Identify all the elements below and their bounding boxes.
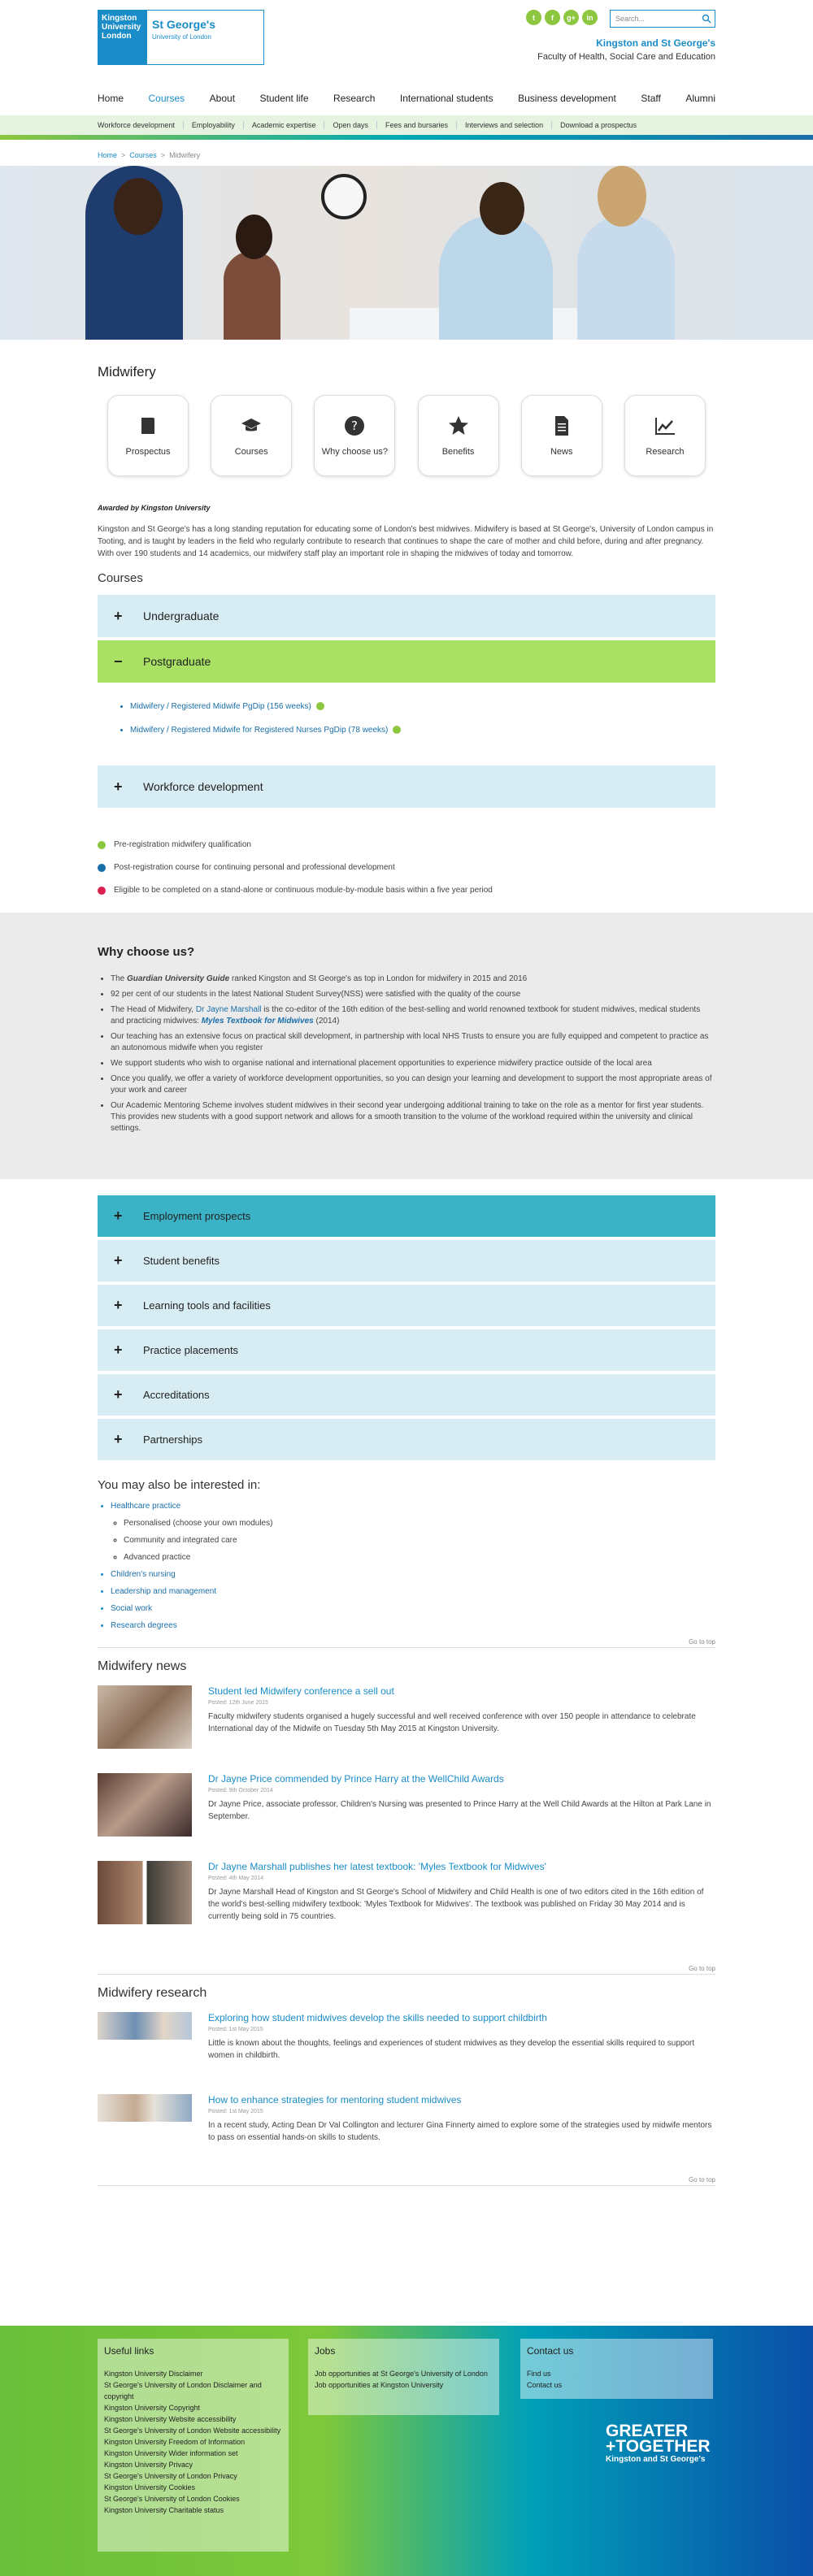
footer-link[interactable]: Kingston University Cookies <box>104 2483 196 2491</box>
pre-reg-dot <box>316 702 324 710</box>
myles-textbook-link[interactable]: Myles Textbook for Midwives <box>201 1017 314 1026</box>
tile-benefits[interactable]: Benefits <box>418 395 499 476</box>
greater-together-logo: GREATER +TOGETHER Kingston and St George's <box>606 2422 711 2464</box>
news-item <box>98 1685 715 1749</box>
list-item[interactable]: • Social work <box>111 1604 715 1613</box>
legend-item: Eligible to be completed on a stand-alone or continuous module-by-module basis within a five year period <box>98 886 715 895</box>
subnav-expertise[interactable]: Academic expertise <box>244 121 325 129</box>
footer-contact: Contact us Find us Contact us <box>520 2339 713 2399</box>
page-title: Midwifery <box>98 364 156 379</box>
accordion-accreditations[interactable]: + Accreditations <box>98 1374 715 1416</box>
accordion-placements[interactable]: + Practice placements <box>98 1329 715 1371</box>
news-thumbnail[interactable] <box>98 1773 192 1837</box>
footer-link[interactable]: St George's University of London Disclaimer and copyright <box>104 2381 262 2400</box>
legend-item: Post-registration course for continuing personal and professional development <box>98 863 715 872</box>
hero-figure <box>236 215 272 259</box>
jayne-marshall-link[interactable]: Dr Jayne Marshall <box>195 1005 262 1014</box>
news-thumbnail[interactable] <box>98 1685 192 1749</box>
why-item: • Once you qualify, we offer a variety of workforce development opportunities, so you can design your learning and development to support the most appropriate areas of your work and career <box>111 1073 715 1096</box>
news-date: Posted: 12th June 2015 <box>208 1700 268 1706</box>
why-item: • The Guardian University Guide ranked Kingston and St George's as top in London for midwifery in 2015 and 2016 <box>111 974 715 985</box>
star-icon <box>447 414 470 437</box>
legend-item: Pre-registration midwifery qualification <box>98 840 715 849</box>
footer-link[interactable]: Kingston University Freedom of Information <box>104 2438 246 2446</box>
research-heading: Midwifery research <box>98 1986 207 2000</box>
footer-link[interactable]: Kingston University Copyright <box>104 2404 201 2412</box>
logo-kingston: Kingston University London <box>98 11 147 64</box>
list-item[interactable]: • Research degrees <box>111 1621 715 1630</box>
hero-figure <box>480 182 524 235</box>
interested-list <box>98 1502 715 1630</box>
footer-link[interactable]: Kingston University Website accessibility <box>104 2415 237 2423</box>
research-thumbnail[interactable] <box>98 2094 192 2122</box>
sub-nav-bar <box>0 115 813 135</box>
footer-link[interactable]: Kingston University Disclaimer <box>104 2370 203 2378</box>
news-date: Posted: 4th May 2014 <box>208 1876 264 1881</box>
document-icon <box>550 414 573 437</box>
research-date: Posted: 1st May 2015 <box>208 2027 263 2032</box>
twitter-icon[interactable]: t <box>526 10 541 25</box>
tile-why-choose-us[interactable]: ? Why choose us? <box>314 395 395 476</box>
list-item[interactable]: • Midwifery / Registered Midwife for Registered Nurses PgDip (78 weeks) <box>130 726 715 735</box>
breadcrumb: Home > Courses > Midwifery <box>98 151 201 159</box>
nav-about[interactable]: About <box>209 93 236 104</box>
research-title-link[interactable]: Exploring how student midwives develop the skills needed to support childbirth <box>208 2012 547 2023</box>
research-item <box>98 2012 715 2062</box>
plus-icon: + <box>114 1431 123 1447</box>
why-item: • Our teaching has an extensive focus on practical skill development, in partnership with local NHS Trusts to ensure you are fully equipped and competent to practice as an autonomous midwife when you register <box>111 1031 715 1054</box>
accordion-workforce[interactable]: + Workforce development <box>98 765 715 808</box>
plus-icon: + <box>114 1386 123 1403</box>
news-text: Dr Jayne Price, associate professor, Children's Nursing was presented to Prince Harry at the Well Child Awards at the Hilton at Park Lane in September. <box>208 1800 711 1821</box>
list-item[interactable]: • Children's nursing <box>111 1570 715 1579</box>
subnav-employability[interactable]: Employability <box>184 121 244 129</box>
go-to-top-link[interactable]: Go to top <box>98 2176 715 2186</box>
plus-icon: + <box>114 1208 123 1224</box>
why-item: • We support students who wish to organise national and international placement opportunities to experience midwifery practice outside of the local area <box>111 1058 715 1069</box>
research-date: Posted: 1st May 2015 <box>208 2109 263 2114</box>
nav-courses[interactable]: Courses <box>148 93 185 104</box>
breadcrumb-current: Midwifery <box>169 151 201 159</box>
news-date: Posted: 9th October 2014 <box>208 1788 273 1793</box>
plus-icon: + <box>114 1297 123 1313</box>
blue-dot <box>98 864 106 872</box>
facebook-icon[interactable]: f <box>545 10 560 25</box>
why-item: • Our Academic Mentoring Scheme involves student midwives in their second year undergoing additional training to take on the role as a mentor for first year students. This provides new students with a good support network and allows for a smooth transition to the volume of the workload required within the university and clinical settings. <box>111 1100 715 1134</box>
tile-courses[interactable]: Courses <box>211 395 292 476</box>
red-dot <box>98 887 106 895</box>
line-chart-icon <box>654 414 676 437</box>
linkedin-icon[interactable]: in <box>582 10 598 25</box>
footer-link[interactable]: Kingston University Wider information set <box>104 2449 238 2457</box>
plus-icon: + <box>114 607 123 624</box>
header-title: Kingston and St George's <box>596 37 715 49</box>
footer-useful-links: Useful links Kingston University Disclaimer St George's University of London Disclaimer and copyright Kingston University Copyright Kingston University Website accessibility St George's University of London Website accessibility Kingston University Freedom of Information Kingston University Wider information set Kingston University Privacy St George's University of London Privacy Kingston University Cookies St George's University of London Cookies Kingston University Charitable status <box>98 2339 289 2552</box>
subnav-interviews[interactable]: Interviews and selection <box>457 121 552 129</box>
research-title-link[interactable]: How to enhance strategies for mentoring student midwives <box>208 2094 462 2105</box>
why-item: • 92 per cent of our students in the latest National Student Survey(NSS) were satisfied with the quality of the course <box>111 989 715 1000</box>
list-item[interactable]: • Leadership and management <box>111 1587 715 1596</box>
main-content <box>98 364 715 895</box>
news-title-link[interactable]: Dr Jayne Marshall publishes her latest textbook: 'Myles Textbook for Midwives' <box>208 1861 546 1872</box>
go-to-top-link[interactable]: Go to top <box>98 1638 715 1648</box>
news-text: Faculty midwifery students organised a hugely successful and well received conference with over 150 people in attendance to celebrate International day of the Midwife on Tuesday 5th May 2015 at Kingston University. <box>208 1712 696 1733</box>
go-to-top-link[interactable]: Go to top <box>98 1965 715 1975</box>
subnav-open-days[interactable]: Open days <box>324 121 377 129</box>
footer-link[interactable]: Contact us <box>527 2381 563 2389</box>
tile-news[interactable]: News <box>521 395 602 476</box>
why-heading: Why choose us? <box>98 945 195 959</box>
research-text: In a recent study, Acting Dean Dr Val Collington and lecturer Gina Finnerty aimed to explore some of the strategies used by midwife mentors to pass on essential hands-on skills to students. <box>208 2121 712 2142</box>
breadcrumb-home[interactable]: Home <box>98 151 118 159</box>
social-links <box>526 10 598 25</box>
main-nav <box>98 81 715 115</box>
breadcrumb-courses[interactable]: Courses <box>129 151 157 159</box>
footer-jobs: Jobs Job opportunities at St George's University of London Job opportunities at Kingston University <box>308 2339 499 2415</box>
research-thumbnail[interactable] <box>98 2012 192 2040</box>
footer-link[interactable]: St George's University of London Website accessibility <box>104 2426 281 2435</box>
nav-business[interactable]: Business development <box>518 93 616 104</box>
hero-figure <box>224 251 280 340</box>
question-icon <box>343 414 366 437</box>
nav-research[interactable]: Research <box>333 93 376 104</box>
news-title-link[interactable]: Dr Jayne Price commended by Prince Harry at the WellChild Awards <box>208 1773 504 1785</box>
nav-home[interactable]: Home <box>98 93 124 104</box>
accordion-undergraduate[interactable]: + Undergraduate <box>98 595 715 637</box>
tile-research[interactable]: Research <box>624 395 706 476</box>
footer-link[interactable]: St George's University of London Cookies <box>104 2495 240 2503</box>
logo-st-georges: St George's University of London <box>152 18 216 41</box>
svg-text:?: ? <box>351 418 359 433</box>
research-text: Little is known about the thoughts, feelings and experiences of student midwives as they develop the essential skills required to support women in childbirth. <box>208 2039 695 2060</box>
footer-link[interactable]: Job opportunities at St George's University of London <box>315 2370 488 2378</box>
hero-figure <box>598 166 646 227</box>
header-subtitle: Faculty of Health, Social Care and Education <box>537 52 715 62</box>
plus-icon: + <box>114 1252 123 1268</box>
plus-icon: + <box>114 1342 123 1358</box>
search-input[interactable]: Search... <box>610 10 715 28</box>
book-icon <box>137 414 159 437</box>
list-item[interactable]: • Midwifery / Registered Midwife PgDip (156 weeks) <box>130 702 715 711</box>
site-footer <box>0 2326 813 2576</box>
hero-figure <box>114 178 163 235</box>
accordion-learning-tools[interactable]: + Learning tools and facilities <box>98 1285 715 1326</box>
news-heading: Midwifery news <box>98 1659 187 1673</box>
graduation-cap-icon <box>240 414 263 437</box>
news-thumbnail[interactable] <box>98 1861 192 1924</box>
accordion-postgraduate[interactable]: − Postgraduate <box>98 640 715 683</box>
green-dot <box>98 841 106 849</box>
courses-heading: Courses <box>98 571 143 585</box>
accordion-partnerships[interactable]: + Partnerships <box>98 1419 715 1460</box>
minus-icon: − <box>114 653 123 670</box>
list-item: ◦ Advanced practice <box>124 1553 715 1562</box>
sub-nav <box>98 115 715 135</box>
accordion-employment[interactable]: + Employment prospects <box>98 1195 715 1237</box>
why-item: • The Head of Midwifery, Dr Jayne Marshall is the co-editor of the 16th edition of the best-selling and world renowned textbook for student midwives, medical students and practicing midwives: Myles Textbook for Midwives (2014) <box>111 1004 715 1027</box>
accordion-benefits[interactable]: + Student benefits <box>98 1240 715 1281</box>
list-item: ◦ Community and integrated care <box>124 1536 715 1545</box>
news-title-link[interactable]: Student led Midwifery conference a sell out <box>208 1685 394 1697</box>
hero-figure <box>577 215 675 340</box>
interested-heading: You may also be interested in: <box>98 1478 261 1492</box>
site-logo[interactable] <box>98 10 264 65</box>
search-icon[interactable] <box>702 14 711 24</box>
plus-icon: + <box>114 778 123 795</box>
list-item: ◦ Personalised (choose your own modules) <box>124 1519 715 1528</box>
subnav-fees[interactable]: Fees and bursaries <box>377 121 457 129</box>
google-plus-icon[interactable]: g+ <box>563 10 579 25</box>
footer-link[interactable]: Find us <box>527 2370 551 2378</box>
info-accordions <box>98 1195 715 2186</box>
tile-prospectus[interactable]: Prospectus <box>107 395 189 476</box>
research-item <box>98 2094 715 2144</box>
nav-student-life[interactable]: Student life <box>259 93 309 104</box>
footer-link[interactable]: Kingston University Charitable status <box>104 2506 224 2514</box>
news-item <box>98 1861 715 1924</box>
nav-staff[interactable]: Staff <box>641 93 661 104</box>
hero-image <box>0 166 813 340</box>
quick-links <box>98 395 715 476</box>
nav-alumni[interactable]: Alumni <box>685 93 715 104</box>
subnav-prospectus[interactable]: Download a prospectus <box>560 121 637 129</box>
subnav-workforce[interactable]: Workforce development <box>98 121 184 129</box>
news-item <box>98 1773 715 1837</box>
list-item[interactable]: • Healthcare practice ◦ Personalised (choose your own modules) ◦ Community and integrated care ◦ Advanced practice <box>111 1502 715 1562</box>
nav-international[interactable]: International students <box>399 93 493 104</box>
footer-link[interactable]: Job opportunities at Kingston University <box>315 2381 444 2389</box>
footer-link[interactable]: St George's University of London Privacy <box>104 2472 237 2480</box>
course-legend <box>98 840 715 895</box>
pre-reg-dot <box>393 726 401 734</box>
intro-text: Kingston and St George's has a long standing reputation for educating some of London's best midwives. Midwifery is based at St George's, University of London campus in Tooting, and is taught by leaders in the field who regularly contribute to research that continues to shape the care of mother and child before, during and after pregnancy. With over 190 students and 14 academics, our midwifery staff play an important role in shaping the midwives of today and tomorrow. <box>98 525 714 558</box>
news-text: Dr Jayne Marshall Head of Kingston and St George's School of Midwifery and Child Health is one of two editors cited in the 16th edition of the world's best-selling midwifery textbook: 'Myles Textbook for Midwives'. The textbook was published on Friday 30 May 2014 and is currently being sold in 75 countries. <box>208 1888 704 1921</box>
awarded-by: Awarded by Kingston University <box>98 504 211 512</box>
postgraduate-list <box>98 686 715 765</box>
hero-clock <box>321 174 367 219</box>
site-header <box>98 0 715 81</box>
footer-link[interactable]: Kingston University Privacy <box>104 2461 193 2469</box>
why-choose-us-section <box>0 913 813 1179</box>
